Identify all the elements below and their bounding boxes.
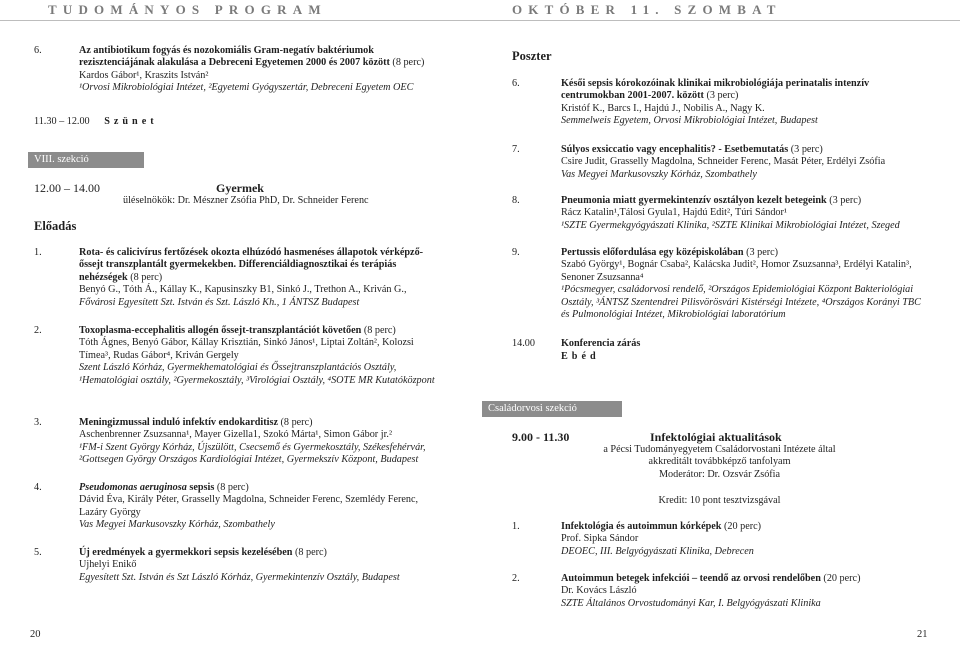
poster-affiliation: Vas Megyei Markusovszky Kórház, Szombathely xyxy=(561,168,757,180)
section-bar-viii: VIII. szekció xyxy=(28,152,144,168)
header-rule xyxy=(0,20,480,21)
break-time: 11.30 – 12.00 xyxy=(34,116,90,127)
talk-affiliation: Vas Megyei Markusovszky Kórház, Szombathely xyxy=(79,519,275,531)
closing-row xyxy=(512,338,927,362)
talk-title: Új eredmények a gyermekkori sepsis kezelésében xyxy=(79,547,293,558)
talk-duration: (20 perc) xyxy=(721,521,762,532)
talk-duration: (8 perc) xyxy=(361,325,396,336)
talk-affiliation: SZTE Általános Orvostudományi Kar, I. Belgyógyászati Klinika xyxy=(561,597,821,609)
talk-duration: (8 perc) xyxy=(277,417,313,428)
poster-affiliation: ¹SZTE Gyermekgyógyászati Klinika, ²SZTE Klinikai Mikrobiológiai Intézet, Szeged xyxy=(561,219,900,231)
talk-duration: (8 perc) xyxy=(292,547,327,558)
talk-title-rest: sepsis xyxy=(186,482,215,493)
credit-line: Kredit: 10 pont tesztvizsgával xyxy=(658,495,781,506)
talk-authors: Dr. Kovács László xyxy=(561,585,637,597)
family-org-info xyxy=(512,444,927,481)
poster-title: Pertussis előfordulása egy középiskolában xyxy=(561,247,744,258)
poster-duration: (3 perc) xyxy=(743,247,779,258)
session-chairs: üléselnökök: Dr. Mészner Zsófia PhD, Dr. Schneider Ferenc xyxy=(123,195,369,206)
talk-title: Meningizmussal induló infektív endokarditisz xyxy=(79,417,278,428)
talk-duration: (20 perc) xyxy=(820,573,861,584)
talk-affiliation: Fővárosi Egyesített Szt. István és Szt. László Kh., 1 ÁNTSZ Budapest xyxy=(79,296,360,308)
item-number: 2. xyxy=(34,325,42,336)
talk-authors: Dávid Éva, Király Péter, Grasselly Magdolna, Schneider Ferenc, Szemlédy Ferenc, Lazáry György xyxy=(79,494,419,518)
family-session-time: 9.00 - 11.30 xyxy=(512,430,570,444)
talk-affiliation: DEOEC, III. Belgyógyászati Klinika, Debrecen xyxy=(561,545,754,557)
talk-affiliation: ¹FM-i Szent György Kórház, Újszülött, Csecsemő és Gyermekosztály, Székesfehérvár, ²Gottsegen György Országos Kardiológiai Intézet, Gyermekszív Központ, Budapest xyxy=(79,441,426,466)
poster-heading: Poszter xyxy=(512,49,552,63)
talk-affiliation: ¹Orvosi Mikrobiológiai Intézet, ²Egyetemi Gyógyszertár, Debreceni Egyetem OEC xyxy=(79,82,414,94)
talk-title: Az antibiotikum fogyás és nozokomiális Gram-negatív baktériumok rezisztenciájának alakulása a Debreceni Egyetemen 2000 és 2007 között xyxy=(79,45,390,69)
running-head-left: TUDOMÁNYOS PROGRAM xyxy=(0,0,480,20)
poster-affiliation: Semmelweis Egyetem, Orvosi Mikrobiológiai Intézet, Budapest xyxy=(561,115,818,127)
family-session-row xyxy=(512,430,927,444)
poster-title: Késői sepsis kórokozóinak klinikai mikrobiológiája perinatalis intenzív centrumokban 2001-2007. között xyxy=(561,78,870,102)
item-number: 6. xyxy=(512,78,520,89)
talk-title: Pseudomonas aeruginosa xyxy=(79,482,187,493)
running-head-right: OKTÓBER 11. SZOMBAT xyxy=(480,0,960,20)
moderator: Moderátor: Dr. Ozsvár Zsófia xyxy=(658,468,781,480)
section-bar-family: Családorvosi szekció xyxy=(482,401,622,417)
talk-authors: Prof. Sipka Sándor xyxy=(561,533,639,545)
talk-authors: Aschenbrenner Zsuzsanna¹, Mayer Gizella1, Szokó Márta¹, Simon Gábor jr.² xyxy=(79,429,393,441)
talk-title: Infektológia és autoimmun kórképek xyxy=(561,521,722,532)
talk-affiliation: Egyesített Szt. István és Szt László Kórház, Gyermekintenzív Osztály, Budapest xyxy=(79,571,400,583)
org-line-1: a Pécsi Tudományegyetem Családorvostani Intézete által xyxy=(603,444,836,455)
item-number: 5. xyxy=(34,547,42,558)
closing-label: Konferencia zárás xyxy=(561,338,641,349)
talk-duration: (8 perc) xyxy=(214,482,249,493)
closing-time: 14.00 xyxy=(512,338,535,349)
poster-duration: (3 perc) xyxy=(703,90,739,102)
talk-authors: Benyó G., Tóth Á., Kállay K., Kapusinszky B1, Sinkó J., Trethon A., Kriván G., xyxy=(79,284,407,296)
page-number-left: 20 xyxy=(30,629,41,640)
talk-title: Rota- és calicivírus fertőzések okozta elhúzódó hasmenéses állapotok vérképző-őssejt transzplantált gyermekekben. Differenciáldiagnosztikai és terápiás nehézségek xyxy=(79,247,424,283)
session-topic: Gyermek xyxy=(216,181,264,195)
header-rule xyxy=(480,20,960,21)
right-page xyxy=(480,0,960,668)
break-label: Szünet xyxy=(104,116,158,127)
item-number: 2. xyxy=(512,573,520,584)
item-number: 4. xyxy=(34,482,42,493)
talk-authors: Kardos Gábor¹, Kraszits István² xyxy=(79,69,209,81)
org-line-2: akkreditált továbbképző tanfolyam xyxy=(648,456,791,468)
item-number: 1. xyxy=(34,247,42,258)
talk-title: Autoimmun betegek infekciói – teendő az orvosi rendelőben xyxy=(561,573,821,584)
poster-authors: Szabó György¹, Bognár Csaba², Kalácska Judit², Homor Zsuzsanna³, Erdélyi Katalin³, Senoner Zsuzsanna⁴ xyxy=(561,259,912,283)
item-number: 6. xyxy=(34,45,42,56)
poster-title: Pneumonia miatt gyermekintenzív osztályon kezelt betegeink xyxy=(561,195,827,206)
poster-affiliation: ¹Pócsmegyer, családorvosi rendelő, ²Országos Epidemiológiai Központ Bakteriológiai Osztály, ³ÁNTSZ Szentendrei Pilisvörösvári Kistérségi Intézete, ⁴Országos Korányi TBC és Pulmonológiai Intézet, Mikrobiológiai laboratórium xyxy=(561,284,921,321)
family-session-topic: Infektológiai aktualitások xyxy=(650,430,782,444)
item-number: 1. xyxy=(512,521,520,532)
poster-authors: Csire Judit, Grasselly Magdolna, Schneider Ferenc, Masát Péter, Erdélyi Zsófia xyxy=(561,156,886,168)
talk-affiliation: Szent László Kórház, Gyermekhematológiai és Őssejtranszplantációs Osztály, ¹Hematológiai osztály, ²Gyermekosztály, ³Virológiai Osztály, ⁴SOTE MR Kutatóközpont xyxy=(79,362,435,386)
talk-duration: (8 perc) xyxy=(127,271,163,283)
talk-authors: Ujhelyi Enikő xyxy=(79,559,137,571)
item-number: 3. xyxy=(34,417,42,428)
lunch-label: Ebéd xyxy=(561,351,600,362)
page-number-right: 21 xyxy=(917,629,928,640)
poster-duration: (3 perc) xyxy=(788,144,823,155)
break-row xyxy=(34,116,434,128)
item-number: 9. xyxy=(512,247,520,258)
poster-authors: Rácz Katalin¹,Tálosi Gyula1, Hajdú Edit², Túri Sándor¹ xyxy=(561,207,787,219)
section-heading-eloadas: Előadás xyxy=(34,219,77,233)
talk-title: Toxoplasma-eccephalitis allogén őssejt-transzplantációt követően xyxy=(79,325,362,336)
talk-duration: (8 perc) xyxy=(389,57,425,69)
poster-duration: (3 perc) xyxy=(826,195,862,206)
item-number: 7. xyxy=(512,144,520,155)
session-time: 12.00 – 14.00 xyxy=(34,181,100,195)
poster-title: Súlyos exsiccatio vagy encephalitis? - Esetbemutatás xyxy=(561,144,789,155)
session-time-row xyxy=(34,181,434,195)
poster-authors: Kristóf K., Barcs I., Hajdú J., Nobilis A., Nagy K. xyxy=(561,102,765,114)
item-number: 8. xyxy=(512,195,520,206)
talk-authors: Tóth Ágnes, Benyó Gábor, Kállay Krisztián, Sinkó János¹, Liptai Zoltán², Kolozsi Tímea³, Rudas Gábor⁴, Kriván Gergely xyxy=(79,337,414,361)
